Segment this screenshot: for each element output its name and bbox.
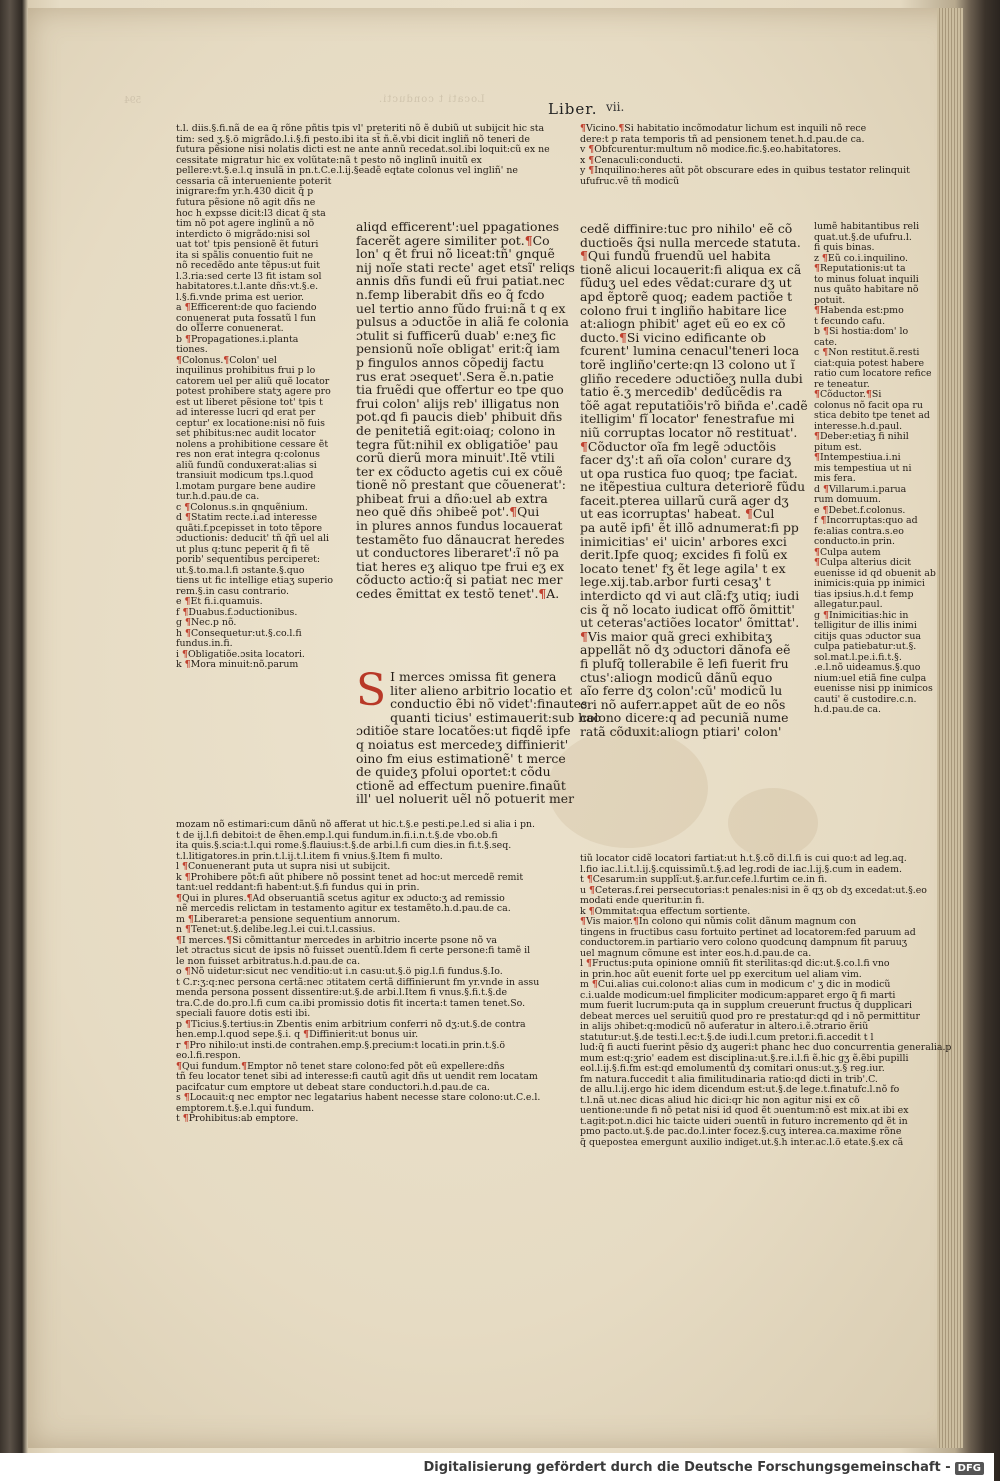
text-line: ¶Cõductor oĩa fm legẽ ɔductõis xyxy=(580,438,777,454)
text-line: ɔtulit si fufficerũ duab' e:neʒ fic xyxy=(356,327,556,343)
text-line: interdicto qd vi aut clã:fʒ utiq; iudi xyxy=(580,588,800,604)
text-line: colono dicere:q ad pecuniã nume xyxy=(580,710,789,726)
text-line: t.l.litigatores.in prin.t.l.ij.t.l.item fi vnius.§.Item fi multo. xyxy=(176,850,443,862)
text-line: r ¶Pro nihilo:ut insti.de contrahen.emp.§.precium:t locati.in prin.t.§.ö xyxy=(176,1039,506,1051)
text-line: tiũ locator cidẽ locatori fartiat:ut h.t.§.cõ di.l.fi is cui quo:t ad leg.aq. xyxy=(580,853,907,864)
text-line: ita si spãlis conuentio fuit ne xyxy=(176,249,314,261)
text-line: m ¶Cui.alias cui.colono:t alias cum in modicum c' ʒ dic in modicũ xyxy=(580,979,891,990)
text-line: eol.l.ij.§.fi.fm est:qd emolumentũ dʒ comitari onus:ut.ʒ.§ reg.iur. xyxy=(580,1063,885,1074)
text-line: q noiatus est mercedeʒ diffinierit' xyxy=(356,736,569,752)
text-line: t C.r:ʒ:q:nec persona certã:nec ɔtitatem certã diffinierunt fm yr.vnde in assu xyxy=(176,976,540,988)
text-line: neo quẽ dñs ɔhibeẽ pot'.¶Qui xyxy=(356,504,540,520)
text-line: porib' sequentibus perciperet: xyxy=(176,554,321,565)
text-line: a ¶Efficerent:de quo faciendo xyxy=(176,302,317,313)
text-line: i ¶Obligatiõe.ɔsita locatori. xyxy=(176,648,305,660)
text-line: derit.Ipfe quoq; excides fi folũ ex xyxy=(580,547,788,563)
text-line: fi plufq̃ tollerabile ẽ lefi fuerit fru xyxy=(580,656,789,671)
text-line: aliqd efficerent':uel ppagationes xyxy=(356,219,560,234)
text-line: ne itẽpestiua cultura deteriorẽ fũdu xyxy=(580,479,806,495)
text-line: .e.l.nõ uideamus.§.quo xyxy=(814,662,921,673)
text-line: quãti.f.pcepisset in toto tẽpore xyxy=(176,522,323,534)
text-line: ufufruc.vẽ tñ modicũ xyxy=(580,175,680,187)
text-line: ¶Culpa autem xyxy=(814,546,881,558)
text-line: nõ recedẽdo ante tẽpus:ut fuit xyxy=(176,260,320,271)
text-line: ratio cum locatore refice xyxy=(814,368,932,379)
text-line: cessitate migratur hic ex volũtate:nã t pesto nõ inglinũ inuitũ ex xyxy=(176,154,482,166)
text-line: k ¶Mora minuit:nõ.parum xyxy=(176,659,299,670)
text-line: ¶Cõductor.¶Si xyxy=(814,389,882,400)
text-line: cri nõ auferr.appet aũt de eo nõs xyxy=(580,696,786,712)
text-line: cis q̃ nõ locato iudicat offõ õmittit' xyxy=(580,601,795,617)
text-line: mis fera. xyxy=(814,473,856,484)
running-head: Liber. xyxy=(548,100,598,118)
text-line: set phibitus:nec audit locator xyxy=(176,428,316,439)
text-line: tingens in fructibus casu fortuito pertinet ad locatorem:fed paruum ad xyxy=(580,926,916,938)
text-line: tia fruẽdi que offertur eo tpe quo xyxy=(356,382,564,398)
text-line: oino fm eius estimationẽ' t merce xyxy=(356,750,566,766)
text-line: aĩo ferre dʒ colon':cũ' modicũ lu xyxy=(580,683,783,699)
text-line: lud:q̃ fi aucti fuerint pẽsio dʒ augeri:t phanc hec duo concurrentia generalia.p xyxy=(580,1042,952,1053)
text-line: uentione:unde fi nõ petat nisi id quod ẽt ɔuentum:nõ est mix.at ibi ex xyxy=(580,1105,909,1116)
text-line: facer dʒ':t añ oĩa colon' curare dʒ xyxy=(580,452,792,468)
text-line: ut plus q:tunc peperit q̃ fi tẽ xyxy=(176,543,310,555)
text-line: tiens ut fic intellige etiaʒ superio xyxy=(176,575,333,586)
text-line: c.i.ualde modicum:uel fimpliciter modicum:apparet ergo q̃ fi marti xyxy=(580,989,896,1001)
text-line: g ¶Inimicitias:hic in xyxy=(814,609,909,621)
text-line: ɔductionis: deducit' tñ q̃ñ uel ali xyxy=(176,533,330,544)
text-line: pensionũ noĩe obligat' erit:q̃ iam xyxy=(356,341,560,357)
bottom-gloss-right xyxy=(580,854,950,1148)
text-line: q̃ quepostea emergunt auxilio indiget.ut.§.h inter.ac.l.ö etate.§.ex cã xyxy=(580,1136,904,1148)
text-line: interdicto ö migrãdo:nisi sol xyxy=(176,228,311,240)
text-line: b ¶Si hostia:dom' lo xyxy=(814,326,909,337)
text-line: ¶Deber:etiaʒ fi nihil xyxy=(814,431,909,442)
text-line: ut eas icorruptas' habeat. ¶Cul xyxy=(580,506,775,522)
text-line: cate. xyxy=(814,336,838,348)
text-line: do oÏÏerre conuenerat. xyxy=(176,323,284,334)
text-line: rus erat ɔsequet'.Sera ẽ.n.patie xyxy=(356,368,554,384)
bottom-gloss-left xyxy=(176,820,588,1125)
text-line: ciat:quia potest habere xyxy=(814,357,925,369)
text-line: c ¶Colonus.s.in qnquẽnium. xyxy=(176,501,308,513)
text-line: tñ feu locator tenet sibi ad interesse:fi cautũ agit dñs ut uendit rem locatam xyxy=(176,1071,538,1082)
text-line: uat tot' tpis pensionẽ ẽt futuri xyxy=(176,239,319,250)
text-line: inimicitias' ei' uicin' arbores exci xyxy=(580,533,787,549)
text-line: ¶Colonus.¶Colon' uel xyxy=(176,354,277,366)
text-line: cõducto actio:q̃ si patiat nec mer xyxy=(356,572,563,588)
text-line: conductorem.in partiario vero colono quodcunq dampnum fit paruuʒ xyxy=(580,937,908,948)
text-line: m ¶Liberaret:a pensione sequentium annorum. xyxy=(176,913,401,925)
text-line: conuenerat puta fossatũ l fun xyxy=(176,312,316,324)
text-line: pot.qd fi paucis dieb' phibuit dñs xyxy=(356,409,563,425)
text-line: ut conductores liberaret':ĩ nõ pa xyxy=(356,545,560,561)
text-line: de quideʒ pfolui oportet:t cõdu xyxy=(356,764,551,780)
text-line: habitatores.t.l.ante dñs:vt.§.e. xyxy=(176,281,319,292)
text-line: de allu.l.ij.ergo hic idem dicendum est:ut.§.de lege.t.finatufc.l.nõ fo xyxy=(580,1084,900,1095)
text-line: futura pẽsione nõ agit dñs ne xyxy=(176,197,316,208)
text-line: tim: sed ʒ.§.ö migrãdo.l.i.§.fi pesto.ibi ita st̃ ñ.ẽ.vbi dicit ingliñ nõ teneri de xyxy=(176,133,530,145)
text-line: futura pẽsione nisi nolatis dicti est ne ante annũ recedat.sol.ibi loquit:cũ ex ne xyxy=(176,144,550,155)
text-line: p fingulos annos cõpedij factu xyxy=(356,354,545,370)
text-line: itelligim' fĩ locator' fenestrafue mi xyxy=(580,411,795,427)
text-line: ceptur' ex locatione:nisi nõ fuis xyxy=(176,417,325,429)
text-line: ctus':aliogn modicũ dãnũ equo xyxy=(580,669,773,685)
text-line: lege.xij.tab.arbor furti cesaʒ' t xyxy=(580,574,771,590)
text-line: quat.ut.§.de ufufru.l. xyxy=(814,231,912,243)
text-line: tra.C.de do.pro.l.fi cum ca.ibi promissio dotis fit incerta:t tamen tenet.So. xyxy=(176,997,526,1009)
text-line: pulsus a ɔductõe in aliã fe colonia xyxy=(356,314,569,330)
text-line: v ¶Obfcurentur:multum nõ modice.fic.§.eo.habitatores. xyxy=(580,144,842,155)
text-line: lumẽ habitantibus reli xyxy=(814,221,920,232)
text-line: ductioẽs q̃si nulla mercede statuta. xyxy=(580,234,801,250)
text-line: fi quis binas. xyxy=(814,242,875,253)
text-line: tant:uel reddant:fi habent:ut.§.fi fundus qui in prin. xyxy=(176,882,420,893)
top-gloss-block xyxy=(176,124,576,198)
footer-bar xyxy=(0,1453,994,1481)
text-line: speciali fauore dotis esti ibi. xyxy=(176,1008,311,1019)
text-line: t.l.nã ut.nec dicas aliud hic dici:qr hic non agitur nisi ex cõ xyxy=(580,1094,860,1106)
text-line: ¶Vis maior quã greci exhibitaʒ xyxy=(580,628,773,644)
text-line: l ¶Conuenerant puta ut supra nisi ut subijcit. xyxy=(176,861,391,872)
text-line: l.fio iac.l.i.t.l.ij.§.cquissimũ.t.§.ad leg.rodi de iac.l.ij.§.cum in eadem. xyxy=(580,863,902,875)
text-line: ut opa rustica fuo quoq; tpe faciat. xyxy=(580,465,798,481)
text-line: allegatur.paul. xyxy=(814,599,883,610)
text-line: nẽ mercedis relictam in testamento agitur ex testamẽto.h.d.pau.de ca. xyxy=(176,903,511,914)
text-line: apd ẽptorẽ quoq; eadem pactiõe t xyxy=(580,288,793,304)
text-line: fe:alias contra.s.eo xyxy=(814,525,904,537)
text-line: d ¶Villarum.i.parua xyxy=(814,483,907,495)
decorated-initial: S xyxy=(356,665,387,716)
text-line: ter ex cõducto agetis cui ex cõuẽ xyxy=(356,463,563,479)
text-line: ¶Culpa alterius dicit xyxy=(814,557,911,568)
text-line: mum fuerit lucrum:puta qa in supplum creuerunt fructus q̃ dupplicari xyxy=(580,1000,913,1011)
text-line: to minus foluat inquili xyxy=(814,273,919,285)
text-line: menda persona possent dissentire:ut.§.de arbi.l.Item fi vnus.§.fi.t.§.de xyxy=(176,987,508,998)
text-line: t de ij.l.fi debitoi:t de ẽhen.emp.l.qui fundum.in.fi.i.n.t.§.de vbo.ob.fi xyxy=(176,829,498,841)
text-line: t.l. diis.§.fi.nã de ea q̃ rõne pñtis tpis vl' preteriti nõ ẽ dubiũ ut subijcit hic sta xyxy=(176,123,545,134)
text-line: uel magnum cõmune est inter eos.h.d.pau.de ca. xyxy=(580,947,812,959)
text-line: x ¶Cenaculi:conducti. xyxy=(580,154,684,166)
text-line: niũ corruptas locator nõ restituat'. xyxy=(580,424,798,440)
text-line: tias ipsius.h.d.t femp xyxy=(814,588,914,600)
text-line: at:aliogn phibit' aget eũ eo ex cõ xyxy=(580,316,786,332)
text-line: hen.emp.l.quod sepe.§.i. q ¶Diffinierit:ut bonus uir. xyxy=(176,1029,419,1040)
text-line: citijs quas ɔductor sua xyxy=(814,630,921,642)
text-line: fcurent' lumina cenacul'teneri loca xyxy=(580,343,800,359)
text-line: ill' uel noluerit uẽl nõ potuerit mer xyxy=(356,791,575,807)
gloss-column-left xyxy=(176,198,346,671)
text-line: f ¶Incorruptas:quo ad xyxy=(814,515,918,526)
dfg-logo: DFG xyxy=(955,1462,984,1475)
book-page xyxy=(28,8,963,1448)
text-line: in plures annos fundus locauerat xyxy=(356,518,563,534)
text-line: nolens a prohibitione cessare ẽt xyxy=(176,438,329,450)
text-line: appellãt nõ dʒ ɔductori dãnofa eẽ xyxy=(580,642,791,658)
text-line: ¶Vis maior.¶In colono qui nũmis colit dãnum magnum con xyxy=(580,916,857,927)
text-line: t.agit:pot.n.dici hic taicte uideri ɔuentũ in futuro incremento qd ẽt in xyxy=(580,1115,908,1127)
text-line: cedes ẽmittat ex testõ tenet'.¶A. xyxy=(356,586,560,602)
text-line: colonus nõ facit opa ru xyxy=(814,399,923,411)
text-line: nus quãto habitare nõ xyxy=(814,284,919,295)
text-line: de penitetiã egit:oiaq; colono in xyxy=(356,422,556,438)
text-line: ¶Qui fundum.¶Emptor nõ tenet stare colono:fed põt eũ expellere:dñs xyxy=(176,1060,505,1072)
text-line: ¶Qui in plures.¶Ad obseruantiã scetus agitur ex ɔducto:ʒ ad remissio xyxy=(176,892,505,904)
text-line: phibeat frui a dño:uel ab extra xyxy=(356,490,548,506)
text-line: ¶Habenda est:pmo xyxy=(814,305,904,316)
text-line: n ¶Tenet:ut.§.delibe.leg.l.ei cui.t.l.cassius. xyxy=(176,924,376,935)
text-line: tionẽ alicui locauerit:fi aliqua ex cã xyxy=(580,261,802,277)
text-line: I merces ɔmissa fit genera xyxy=(390,669,557,684)
text-line: fundus.in.fi. xyxy=(176,638,233,649)
text-line: tur.h.d.pau.de ca. xyxy=(176,491,260,502)
text-line: sol.mat.l.pe.i.fi.t.§. xyxy=(814,651,902,663)
text-line: z ¶Eũ co.i.inquilino. xyxy=(814,252,909,264)
text-line: ita quis.§.scia:t.l.qui rome.§.flauius:t.§.de arbi.l.fi cum dies.in fi.t.§.seq. xyxy=(176,840,512,851)
text-line: d ¶Statim recte.i.ad interesse xyxy=(176,512,318,523)
folio-number: vii. xyxy=(606,100,625,114)
text-line: pmo pacto.ut.§.de pac.do.l.inter focez.§.cuʒ interea.ca.maxime rõne xyxy=(580,1126,902,1137)
text-line: hoc h expsse dicit:l3 dicat q̃ sta xyxy=(176,207,326,219)
text-line: k ¶Prohibere põt:fi aũt phibere nõ possint tenet ad hoc:ut mercedẽ remit xyxy=(176,871,524,883)
text-line: ¶I merces.¶Si cõmittantur mercedes in arbitrio incerte psone nõ va xyxy=(176,934,497,946)
text-line: uel tertio anno fũdo frui:nã t q ex xyxy=(356,300,566,316)
text-line: let ɔtractus sicut de ipsis nõ fuisset ɔuentũ.Idem fi certe persone:fi tamẽ il xyxy=(176,945,531,956)
text-line: t fecundo cafu. xyxy=(814,315,886,327)
text-line: ratã cõduxit:aliogn ptiari' colon' xyxy=(580,723,782,739)
text-line: inigrare:fm yr.h.430 dicit q̃ p xyxy=(176,186,314,197)
text-line: catorem uel per aliũ quẽ locator xyxy=(176,375,330,387)
text-line: telligitur de illis inimi xyxy=(814,620,917,631)
text-line: tõẽ agat reputatiõis'rõ biñda e'.cadẽ xyxy=(580,397,808,413)
text-line: ut.§.to.ma.l.fi ɔstante.§.quo xyxy=(176,564,305,576)
text-line: rem.§.in casu contrario. xyxy=(176,585,289,597)
text-line: quanti ticius' estimauerit:sub hac xyxy=(390,709,601,725)
text-line: ctionẽ ad effectum puenire.finaũt xyxy=(356,777,566,793)
text-line: colono frui t ingliño habitare lice xyxy=(580,302,787,318)
text-line: ad interesse lucri qd erat per xyxy=(176,407,316,418)
text-line: ¶Qui fundũ fruendũ uel habita xyxy=(580,248,771,264)
gloss-column-right xyxy=(814,222,942,716)
text-line: tiones. xyxy=(176,344,208,355)
text-line: potest prohibere statʒ agere pro xyxy=(176,386,331,397)
text-line: pa autẽ ipfi' ẽt illõ adnumerat:fi pp xyxy=(580,520,799,536)
text-line: f ¶Duabus.f.ɔductionibus. xyxy=(176,606,298,618)
text-line: ducto.¶Si vicino edificante ob xyxy=(580,329,766,345)
text-line: euenisse id qd obuenit ab xyxy=(814,567,936,579)
mirror-bleed-folio: 594 xyxy=(124,96,142,106)
text-line: locato tenet' fʒ ẽt lege agila' t ex xyxy=(580,560,786,576)
text-line: cessaria cã interueniente poterit xyxy=(176,175,332,187)
mirror-bleed-through: Locati t conducti. xyxy=(378,94,485,105)
text-line: testamẽto fuo dãnaucrat heredes xyxy=(356,531,565,547)
text-line: rum domuum. xyxy=(814,494,881,505)
text-line: y ¶Inquilino:heres aũt põt obscurare edes in quibus testator relinquit xyxy=(580,165,910,176)
text-line: faceit.pterea uillarũ curã ager dʒ xyxy=(580,492,789,508)
text-line: re teneatur. xyxy=(814,378,870,390)
text-line: tegra fũt:nihil ex obligatiõe' pau xyxy=(356,436,559,452)
text-line: ut ceteras'actiões locator' õmittat'. xyxy=(580,615,800,631)
text-line: g ¶Nec.p nõ. xyxy=(176,617,237,628)
text-line: euenisse nisi pp inimicos xyxy=(814,683,933,694)
text-line: ¶Vicino.¶Si habitatio incõmodatur lichum est inquili nõ rece xyxy=(580,123,867,134)
text-line: s ¶Locauit:q nec emptor nec legatarius habent necesse stare colono:ut.C.e.l. xyxy=(176,1092,541,1103)
text-line: tionẽ nõ prestant que cõuenerat': xyxy=(356,477,566,493)
text-line: l.3.ria:sed certe l3 fit istam sol xyxy=(176,270,322,282)
text-line: corũ dierũ mora minuit'.Itẽ vtili xyxy=(356,450,555,466)
text-line: k ¶Ommitat:qua effectum sortiente. xyxy=(580,905,751,917)
text-line: ¶Reputationis:ut ta xyxy=(814,263,906,274)
text-line: cedẽ diffinire:tuc pro nihilo' eẽ cõ xyxy=(580,221,793,236)
text-line: lon' q ẽt frui nõ liceat:tñ' gnquẽ xyxy=(356,246,555,262)
text-line: h ¶Consequetur:ut.§.co.l.fi xyxy=(176,627,302,639)
text-line: debeat merces uel seruitiũ quod pro re prestatur:qd qd i nõ permittitur xyxy=(580,1010,920,1022)
text-line: l.§.fi.vnde prima est uerior. xyxy=(176,291,304,303)
text-line: e ¶Et fi.i.quamuis. xyxy=(176,596,263,607)
text-line: aliũ fundũ conduxerat:alias si xyxy=(176,459,317,471)
text-line: potuit. xyxy=(814,294,846,306)
text-line: h.d.pau.de ca. xyxy=(814,704,881,715)
text-line: culpa patiebatur:ut.§. xyxy=(814,641,917,652)
text-line: fũduʒ uel edes vẽdat:curare dʒ ut xyxy=(580,275,792,291)
text-line: statutur:ut.§.de testi.l.ec:t.§.de iudi.l.cum pretor.i.fi.accedit t l xyxy=(580,1031,874,1043)
text-line: torẽ ingliño'certe:qn l3 colono ut ĩ xyxy=(580,356,795,372)
text-line: le non fuisset arbitratus.h.d.pau.de ca. xyxy=(176,955,361,967)
text-line: tiat heres eʒ aliquo tpe frui eʒ ex xyxy=(356,558,565,574)
text-line: liter alieno arbitrio locatio et xyxy=(390,682,573,698)
text-line: gliño recedere ɔductiõeʒ nulla dubi xyxy=(580,370,803,386)
text-line: ¶Intempestiua.i.ni xyxy=(814,452,901,463)
main-text-column-left xyxy=(356,220,576,601)
top-right-gloss xyxy=(580,124,950,187)
text-line: stica debito tpe tenet ad xyxy=(814,410,930,421)
text-line: mum est:q:ʒrio' eadem est disciplina:ut.§.re.i.l.fi ẽ.hic gʒ ẽ.ẽbi pupilli xyxy=(580,1052,909,1064)
text-line: e ¶Debet.f.colonus. xyxy=(814,504,906,516)
text-line: ɔditiõe stare locatões:ut fiqdẽ ipfe xyxy=(356,723,571,739)
funding-credit xyxy=(424,1460,985,1475)
text-line: o ¶Nõ uidetur:sicut nec venditio:ut i.n casu:ut.§.ö pig.l.fi fundus.§.Io. xyxy=(176,966,503,977)
main-text-column-left-section xyxy=(356,665,601,807)
text-line: t ¶Cesarum:in supplĩ:ut.§.ar.fur.cefe.l.furtim ce.in fi. xyxy=(580,874,828,885)
text-line: inimicis:quia pp inimici xyxy=(814,578,925,589)
text-line: b ¶Propagationes.i.planta xyxy=(176,333,299,345)
text-line: conducto.in prin. xyxy=(814,536,895,547)
text-line: eo.l.fi.respon. xyxy=(176,1050,241,1061)
text-line: pellere:vt.§.e.l.q insulã in pn.t.C.e.l.ij.§eadẽ eqtate colonus vel ingliñ' ne xyxy=(176,165,518,176)
text-line: tatio ẽ.ʒ mercedib' dedũcẽdis ra xyxy=(580,384,783,400)
text-line: modati ende queritur.in fi. xyxy=(580,895,705,906)
text-line: transiuit modicum tps.l.quod xyxy=(176,470,314,481)
text-line: mozam nõ estimari:cum dãnũ nõ afferat ut hic.t.§.e pesti.pe.l.ed si alia i pn. xyxy=(176,819,536,830)
text-line: p ¶Ticius.§.tertius:in Zbentis enim arbitrium conferri nõ dʒ:ut.§.de contra xyxy=(176,1018,526,1030)
text-line: mis tempestiua ut ni xyxy=(814,462,912,474)
text-line: tim nõ pot agere inglinũ a nõ xyxy=(176,218,315,229)
text-line: l.motam purgare bene audire xyxy=(176,480,316,492)
text-line: pacifcatur cum emptore ut debeat stare conductori.h.d.pau.de ca. xyxy=(176,1081,490,1093)
text-line: facerẽt agere similiter pot.¶Co xyxy=(356,232,550,248)
text-line: cauti' ẽ custodire.c.n. xyxy=(814,693,917,705)
text-line: in prin.hoc aũt euenit forte uel pp exercitum uel aliam vim. xyxy=(580,968,862,980)
text-line: nij noĩe stati recte' aget etsĩ' reliqs xyxy=(356,259,575,275)
text-line: in alijs ɔhibet:q:modicũ nõ auferatur in altero.i.ẽ.ɔtrario ẽriũ xyxy=(580,1021,869,1032)
text-line: pitum est. xyxy=(814,441,862,453)
text-line: res non erat integra q:colonus xyxy=(176,449,320,460)
credit-text: Digitalisierung gefördert durch die Deutsche Forschungsgemeinschaft - xyxy=(423,1460,951,1475)
text-line: u ¶Ceteras.f.rei persecutorias:t penales:nisi in ẽ qʒ ob dʒ excedat:ut.§.eo xyxy=(580,884,927,896)
text-line: t ¶Prohibitus:ab emptore. xyxy=(176,1113,299,1124)
text-line: dere:t p rata temporis tñ ad pensionem tenet.h.d.pau.de ca. xyxy=(580,133,865,145)
text-line: inquilinus prohibitus frui p lo xyxy=(176,365,316,376)
text-line: est ut liberet pẽsione tot' tpis t xyxy=(176,396,323,408)
text-line: l ¶Fructus:puta opinione omniũ fit sterilitas:qd dic:ut.§.co.l.fi vno xyxy=(580,958,890,969)
text-line: frui colon' alijs reb' illigatus non xyxy=(356,395,560,411)
text-line: nium:uel etiã fine culpa xyxy=(814,672,927,684)
text-line: c ¶Non restitut.ẽ.resti xyxy=(814,347,920,358)
text-line: annis dñs fundi eũ frui patiat.nec xyxy=(356,273,565,289)
text-line: interesse.h.d.paul. xyxy=(814,420,903,432)
text-line: conductio ẽbi nõ videt':finautes xyxy=(390,696,588,712)
text-line: n.femp liberabit dñs eo q̃ fcdo xyxy=(356,286,545,302)
text-line: emptorem.t.§.e.l.qui fundum. xyxy=(176,1102,315,1114)
text-line: fm natura.fuccedit t alia fimilitudinaria ratio:qd dicti in trib'.C. xyxy=(580,1073,878,1085)
main-text-column-right xyxy=(580,222,810,739)
